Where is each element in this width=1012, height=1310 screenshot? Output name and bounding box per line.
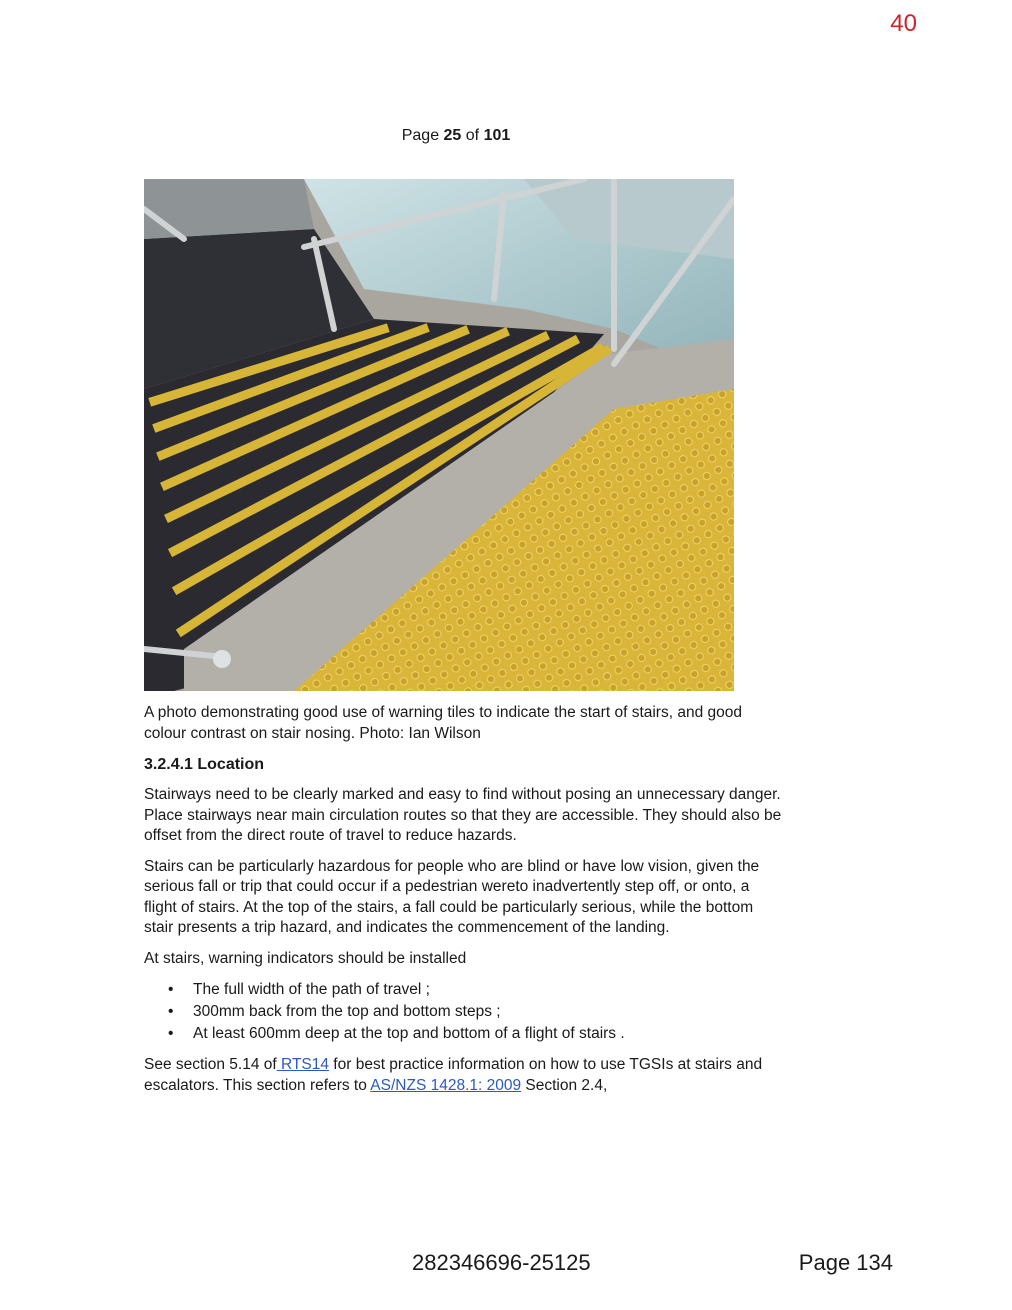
page-of-indicator xyxy=(0,127,912,145)
corner-page-number: 40 xyxy=(890,10,917,37)
document-id: 282346696-25125 xyxy=(412,1250,591,1275)
list-item: • 300mm back from the top and bottom steps ; xyxy=(193,1001,784,1023)
paragraph-see-also xyxy=(144,1055,784,1096)
list-item: • At least 600mm deep at the top and bottom of a flight of stairs . xyxy=(193,1023,784,1045)
page-of-word: of xyxy=(461,127,484,144)
stairs-photo xyxy=(144,179,734,691)
photo-caption: A photo demonstrating good use of warning tiles to indicate the start of stairs, and good colour contrast on stair nosing. Photo: Ian Wilson xyxy=(144,704,742,742)
paragraph-hazards: Stairs can be particularly hazardous for people who are blind or have low vision, given the serious fall or trip that could occur if a pedestrian wereto inadvertently step off, or onto, a flight of stairs. At the top of the stairs, a fall could be particularly serious, while the bottom stair presents a trip hazard, and indicates the commencement of the landing. xyxy=(144,857,760,936)
standard-link[interactable]: AS/NZS 1428.1: 2009 xyxy=(370,1076,522,1094)
page-content xyxy=(144,703,784,1106)
rts14-link[interactable]: RTS14 xyxy=(276,1056,329,1073)
paragraph-warning-intro: At stairs, warning indicators should be installed xyxy=(144,949,467,967)
section-heading: 3.2.4.1 Location xyxy=(144,756,265,773)
footer-page-number: Page 134 xyxy=(798,1250,893,1275)
page-total: 101 xyxy=(483,127,511,144)
paragraph-location: Stairways need to be clearly marked and easy to find without posing an unnecessary danger. Place stairways near main circulation routes so that they are accessible. They should also be offset from the direct route of travel to reduce hazards. xyxy=(144,786,782,844)
see-also-text-2: for best practice information on how to use TGSIs at stairs and escalators. This section refers to xyxy=(144,1056,763,1094)
warning-indicator-list xyxy=(144,979,784,1045)
page-current: 25 xyxy=(443,127,462,144)
list-item: • The full width of the path of travel ; xyxy=(193,979,784,1001)
see-also-text-3: Section 2.4, xyxy=(521,1076,608,1094)
page-prefix: Page xyxy=(401,127,444,144)
see-also-text-1: See section 5.14 of xyxy=(144,1056,277,1073)
